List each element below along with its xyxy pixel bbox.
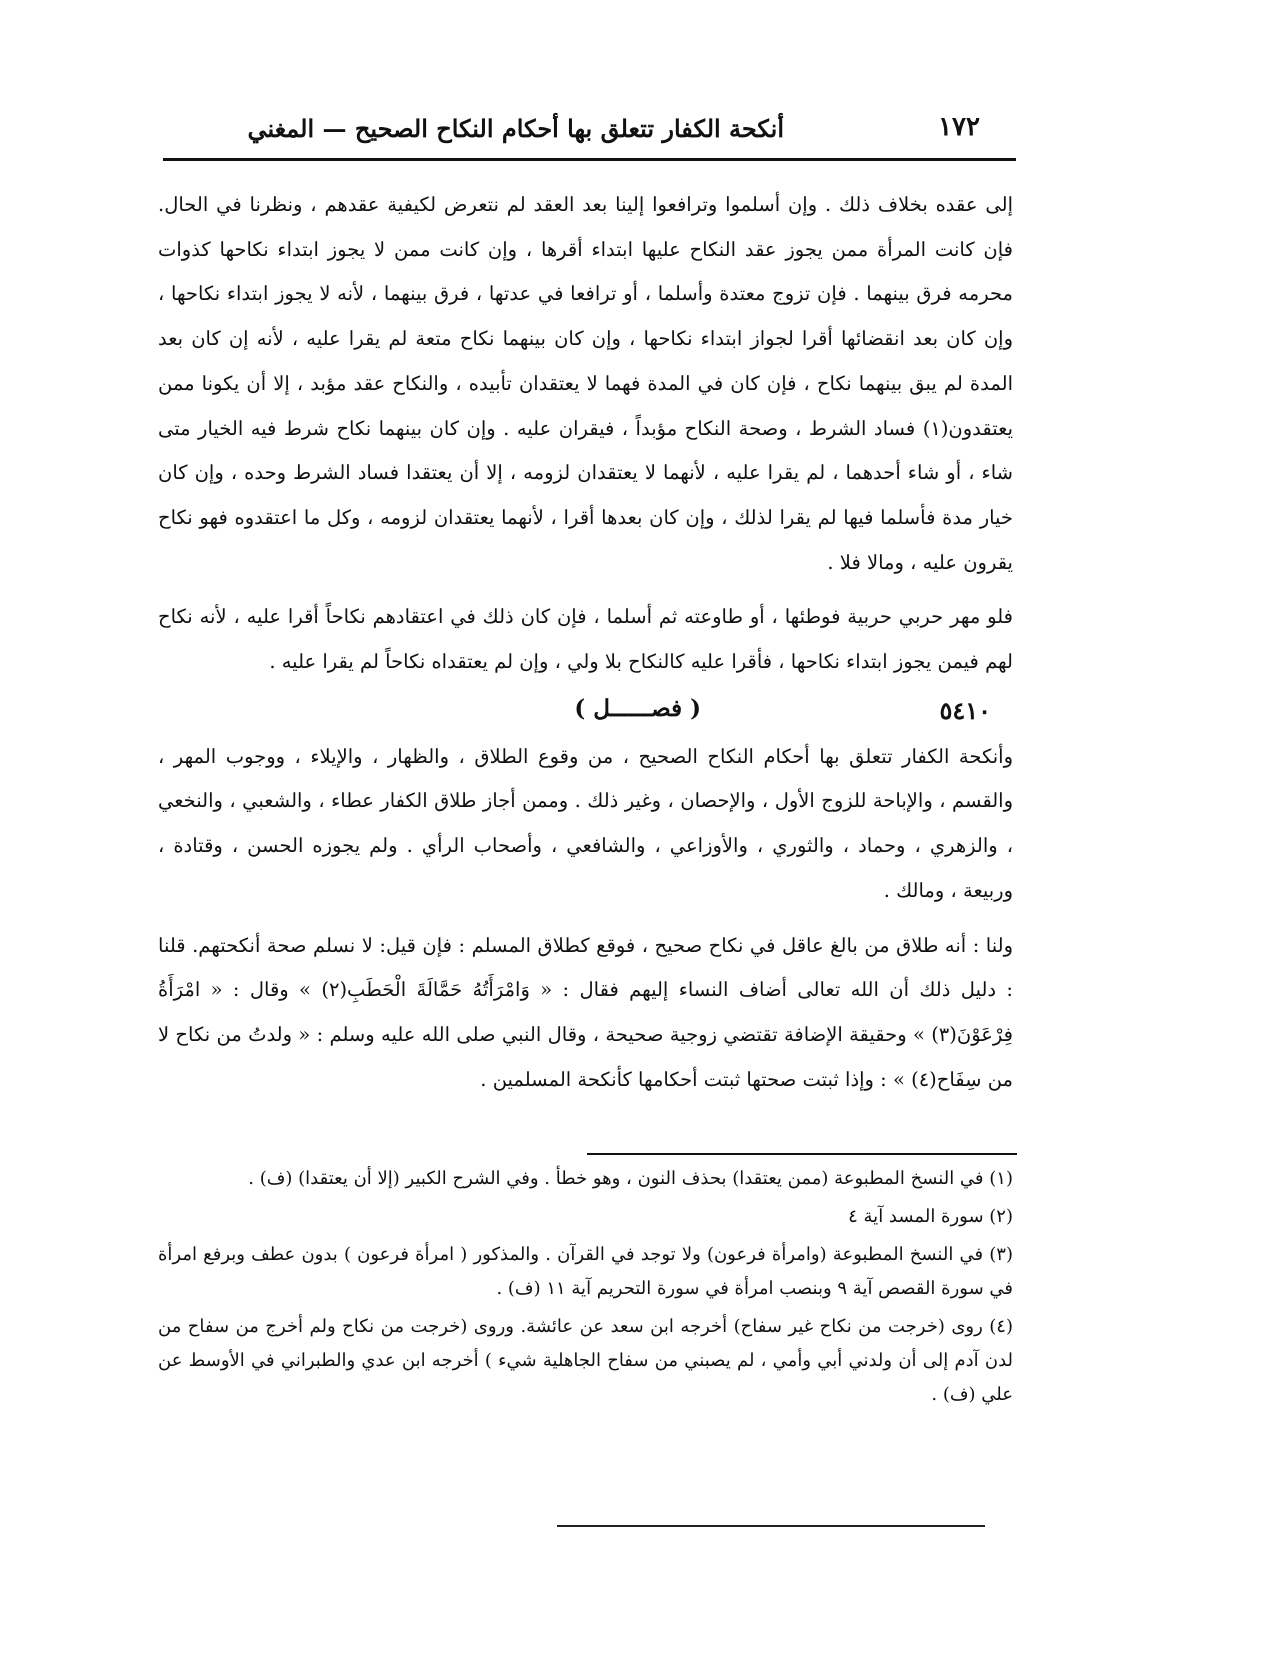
section-number: ٥٤١٠: [939, 695, 991, 725]
paragraph: وأنكحة الكفار تتعلق بها أحكام النكاح الصحيح ، من وقوع الطلاق ، والظهار ، والإيلاء ، ووجوب المهر ، والقسم ، والإباحة للزوج الأول ، والإحصان ، وغير ذلك . وممن أجاز طلاق الكفار عطاء ، والشعبي ، والنخعي ، والزهري ، وحماد ، والثوري ، والأوزاعي ، والشافعي ، وأصحاب الرأي . ولم يجوزه الحسن ، وقتادة ، وربيعة ، ومالك .: [158, 744, 1013, 902]
bottom-rule: [557, 1525, 985, 1527]
footnote: (٤) روى (خرجت من نكاح غير سفاح) أخرجه ابن سعد عن عائشة. وروى (خرجت من نكاح ولم أخرج من سفاح من لدن آدم إلى أن ولدني أبي وأمي ، لم يصبني من سفاح الجاهلية شيء ) أخرجه ابن عدي والطبراني في الأوسط عن علي (ف) .: [158, 1316, 1013, 1405]
paragraph: ولنا : أنه طلاق من بالغ عاقل في نكاح صحيح ، فوقع كطلاق المسلم : فإن قيل: لا نسلم صحة أنكحتهم. قلنا : دليل ذلك أن الله تعالى أضاف النساء إليهم فقال : « وَامْرَأَتُهُ حَمَّالَةَ الْحَطَبِ(٢) » وقال : « امْرَأَةُ فِرْعَوْنَ(٣) » وحقيقة الإضافة تقتضي زوجية صحيحة ، وقال النبي صلى الله عليه وسلم : « ولدتُ من نكاح لا من سِفَاح(٤) » : وإذا ثبتت صحتها ثبتت أحكامها كأنكحة المسلمين .: [158, 933, 1014, 1091]
paragraph: فلو مهر حربي حربية فوطئها ، أو طاوعته ثم أسلما ، فإن كان ذلك في اعتقادهم نكاحاً أقرا عليه ، لأنه نكاح لهم فيمن يجوز ابتداء نكاحها ، فأقرا عليه كالنكاح بلا ولي ، وإن لم يعتقداه نكاحاً لم يقرا عليه .: [158, 605, 1013, 674]
footnote: (٣) في النسخ المطبوعة (وامرأة فرعون) ولا توجد في القرآن . والمذكور ( امرأة فرعون ) بدون عطف وبرفع امرأة في سورة القصص آية ٩ وبنصب امرأة في سورة التحريم آية ١١ (ف) .: [158, 1244, 1013, 1299]
page-header: [163, 108, 1016, 156]
section-title: ( فصــــــل ): [574, 694, 701, 722]
main-text: [158, 183, 1013, 1102]
paragraph: إلى عقده بخلاف ذلك . وإن أسلموا وترافعوا إلينا بعد العقد لم نتعرض لكيفية عقدهم ، ونظرنا في الحال. فإن كانت المرأة ممن يجوز عقد النكاح عليها ابتداء أقرها ، وإن كانت ممن لا يجوز ابتداء نكاحها كذوات محرمه فرق بينهما . فإن تزوج معتدة وأسلما ، أو ترافعا في عدتها ، فرق بينهما ، لأنه لا يجوز ابتداء نكاحها ، وإن كان بعد انقضائها أقرا لجواز ابتداء نكاحها ، وإن كان بينهما نكاح متعة لم يقرا عليه ، لأنه إن كان بعد المدة لم يبق بينهما نكاح ، فإن كان في المدة فهما لا يعتقدان تأبيده ، والنكاح عقد مؤبد ، إلا أن يكونا ممن يعتقدون(١) فساد الشرط ، وصحة النكاح مؤبداً ، فيقران عليه . وإن كان بينهما نكاح شرط فيه الخيار متى شاء ، أو شاء أحدهما ، لم يقرا عليه ، لأنهما لا يعتقدان لزومه ، إلا أن يعتقدا فساد الشرط وحده ، وإن كان خيار مدة فأسلما فيها لم يقرا لذلك ، وإن كان بعدها أقرا ، لأنهما يعتقدان لزومه ، وكل ما اعتقدوه فهو نكاح يقرون عليه ، ومالا فلا .: [158, 193, 1013, 574]
running-title: أنكحة الكفار تتعلق بها أحكام النكاح الصحيح — المغني: [247, 114, 784, 143]
footnote-separator: [587, 1153, 1017, 1155]
header-rule: [163, 158, 1016, 161]
footnotes: [158, 1162, 1013, 1412]
footnote: (٢) سورة المسد آية ٤: [848, 1206, 1013, 1227]
page-number: ١٧٢: [938, 112, 980, 142]
footnote: (١) في النسخ المطبوعة (ممن يعتقدا) بحذف النون ، وهو خطأ . وفي الشرح الكبير (إلا أن يعتقدا) (ف) .: [248, 1168, 1013, 1189]
section-heading: [158, 685, 1013, 735]
